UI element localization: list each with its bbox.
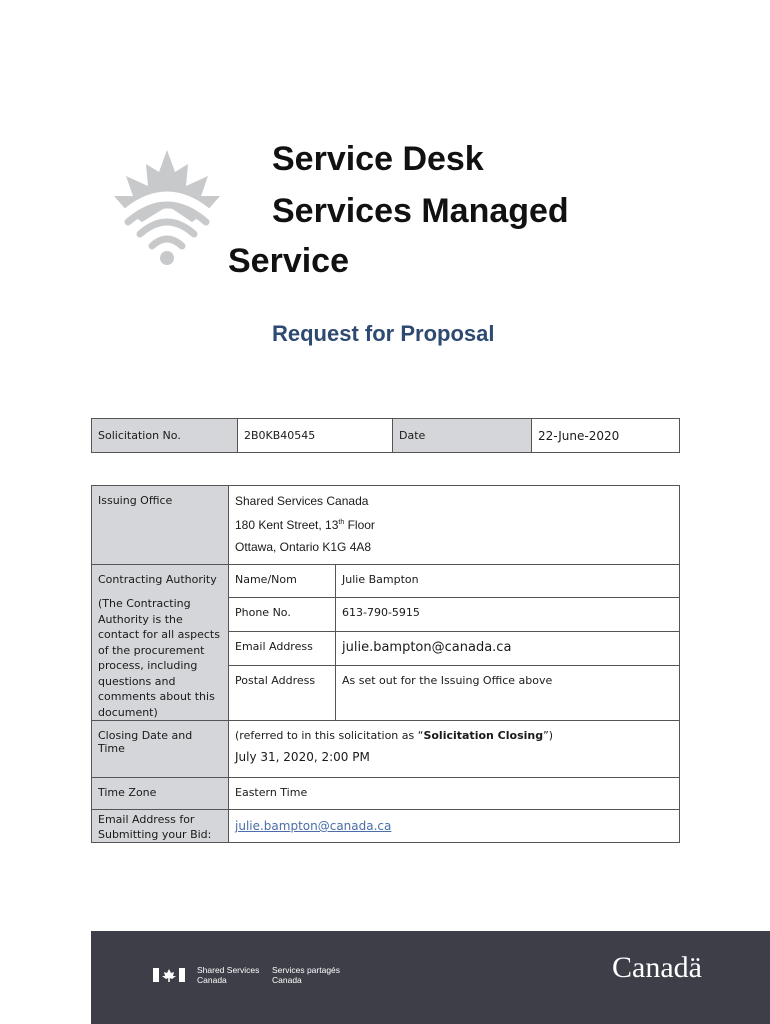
closing-note: (referred to in this solicitation as “Solicitation Closing”) [235,729,554,742]
contracting-authority-cell [92,565,229,721]
solicitation-details-table [91,485,680,843]
phone-label: Phone No. [229,598,336,631]
time-zone-value: Eastern Time [229,778,680,810]
footer-dept-en: Shared Services Canada [197,965,260,985]
ssc-logo-icon [108,148,226,272]
document-title-line-3: Service [228,242,349,280]
phone-value: 613-790-5915 [336,598,680,631]
closing-date-cell [229,721,680,778]
name-label: Name/Nom [229,565,336,598]
postal-address-label: Postal Address [229,665,336,720]
email-label: Email Address [229,631,336,665]
submit-email-link[interactable]: julie.bampton@canada.ca [235,819,392,833]
contracting-authority-note: (The Contracting Authority is the contact for all aspects of the procurement process, including questions and comments about this document) [98,597,220,719]
canada-flag-icon [153,967,185,983]
issuing-office-line-1: Shared Services Canada [235,494,369,508]
document-title-line-1: Service Desk [272,140,484,178]
document-subtitle: Request for Proposal [272,321,495,346]
closing-date-label: Closing Date and Time [92,721,229,778]
canada-wordmark: Canadä [612,951,702,984]
document-title-line-2: Services Managed [272,192,569,230]
time-zone-label: Time Zone [92,778,229,810]
issuing-office-label: Issuing Office [92,486,229,565]
name-value: Julie Bampton [336,565,680,598]
contracting-authority-label: Contracting Authority [98,573,217,586]
issuing-office-line-2: 180 Kent Street, 13th Floor [235,518,375,532]
solicitation-number-value: 2B0KB40545 [238,419,393,453]
submit-email-label: Email Address for Submitting your Bid: [92,810,229,843]
closing-date-value: July 31, 2020, 2:00 PM [235,750,370,764]
footer-banner [91,931,770,1024]
footer-dept-fr: Services partagés Canada [272,965,341,985]
solicitation-number-label: Solicitation No. [92,419,238,453]
email-value: julie.bampton@canada.ca [336,631,680,665]
solicitation-table [91,418,680,453]
issuing-office-line-3: Ottawa, Ontario K1G 4A8 [235,540,372,554]
date-value: 22-June-2020 [532,419,680,453]
submit-email-cell [229,810,680,843]
date-label: Date [393,419,532,453]
issuing-office-value [229,486,680,565]
postal-address-value: As set out for the Issuing Office above [336,665,680,720]
